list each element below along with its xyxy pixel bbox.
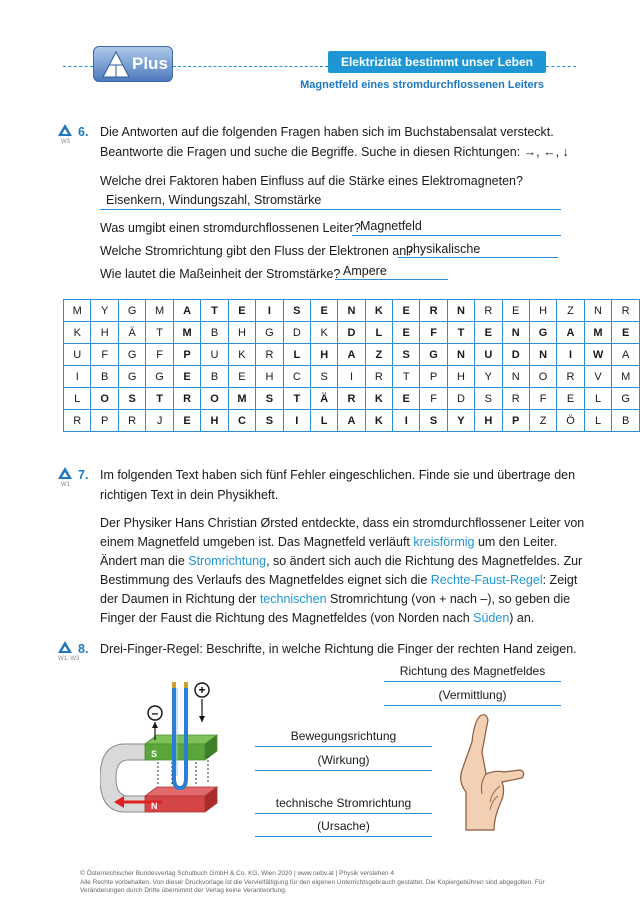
header-rule-right [546,66,576,67]
grid-cell[interactable]: U [64,344,91,366]
grid-cell[interactable]: P [173,344,200,366]
grid-cell[interactable]: I [256,300,283,322]
grid-cell[interactable]: R [420,300,447,322]
footer-rights: Alle Rechte vorbehalten. Von dieser Druckvorlage ist die Vervielfältigung für den eigenen Unterrichtsgebrauch gestattet. Die Kopiergebühren sind abgegolten. Für [80,879,545,886]
grid-cell[interactable]: S [283,300,310,322]
grid-cell[interactable]: A [612,344,640,366]
grid-cell[interactable]: W [584,344,612,366]
logo-text: Plus [132,54,168,73]
grid-cell[interactable]: U [201,344,228,366]
grid-cell[interactable]: G [146,366,173,388]
grid-cell[interactable]: S [256,388,283,410]
grid-cell[interactable]: A [338,410,365,432]
grid-cell[interactable]: N [447,344,474,366]
task8-level: W1, W3 [58,656,80,662]
grid-cell[interactable]: I [557,344,584,366]
grid-cell[interactable]: G [118,300,145,322]
footer-liability: Veränderungen durch Dritte übernimmt der Verlag keine Verantwortung. [80,887,287,894]
plus-logo [93,46,173,82]
grid-cell[interactable]: L [365,322,392,344]
grid-cell[interactable]: H [256,366,283,388]
grid-cell[interactable]: G [118,366,145,388]
correction-highlight: technischen [259,592,327,606]
question-3: Welche Stromrichtung gibt den Fluss der Elektronen an? [100,244,414,258]
answer-1[interactable]: Eisenkern, Windungszahl, Stromstärke [106,193,322,207]
grid-cell[interactable]: E [475,322,502,344]
grid-cell[interactable]: D [338,322,365,344]
grid-cell[interactable]: P [502,410,529,432]
grid-cell[interactable]: O [91,388,118,410]
plus-terminal-icon: + [198,683,206,697]
grid-cell[interactable]: Ä [310,388,337,410]
grid-cell[interactable]: B [612,410,640,432]
grid-cell[interactable]: V [584,366,612,388]
grid-cell[interactable]: P [91,410,118,432]
grid-cell[interactable]: T [201,300,228,322]
grid-cell[interactable]: A [173,300,200,322]
label-magnetic-field: Richtung des Magnetfeldes [399,664,546,678]
grid-cell[interactable]: R [173,388,200,410]
question-4: Wie lautet die Maßeinheit der Stromstärke? [100,267,341,281]
answer-4[interactable]: Ampere [343,264,387,278]
grid-cell[interactable]: N [338,300,365,322]
grid-cell[interactable]: S [475,388,502,410]
grid-cell[interactable]: T [393,366,420,388]
label-motion: Bewegungsrichtung [290,729,397,743]
grid-cell[interactable]: T [283,388,310,410]
grid-cell[interactable]: R [557,366,584,388]
text-line-2: einem Magnetfeld umgeben ist. Das Magnetfeld verläuft kreisförmig um den Leiter. [100,535,558,549]
grid-cell[interactable]: R [475,300,502,322]
text-line-5: der Daumen in Richtung der technischen Stromrichtung (von + nach –), so geben die [100,592,571,606]
grid-cell[interactable]: M [612,366,640,388]
label-magnetic-field-role: (Vermittlung) [438,688,507,702]
grid-cell[interactable]: L [584,410,612,432]
label-line [255,813,432,814]
grid-cell[interactable]: G [612,388,640,410]
grid-cell[interactable]: S [310,366,337,388]
grid-cell[interactable]: O [529,366,556,388]
grid-cell[interactable]: M [228,388,255,410]
header-rule-mid [173,66,328,67]
grid-cell[interactable]: G [420,344,447,366]
chapter-title: Elektrizität bestimmt unser Leben [328,51,546,73]
correction-highlight: Stromrichtung [188,554,267,568]
horseshoe-magnet-illustration [100,678,235,838]
grid-cell[interactable]: K [228,344,255,366]
answer-3-line [398,257,558,258]
grid-row [64,322,640,344]
grid-cell[interactable]: R [365,366,392,388]
grid-cell[interactable]: A [338,344,365,366]
grid-cell[interactable]: R [118,410,145,432]
north-pole-label: N [151,801,158,811]
grid-cell[interactable]: S [256,410,283,432]
footer-copyright: © Österreichischer Bundesverlag Schulbuch GmbH & Co. KG, Wien 2020 | www.oebv.at | Physik verstehen 4 [80,870,395,877]
grid-cell[interactable]: K [64,322,91,344]
correction-highlight: kreisförmig [413,535,475,549]
grid-cell[interactable]: R [338,388,365,410]
label-motion-role: (Wirkung) [317,753,370,767]
label-line [384,705,561,706]
grid-cell[interactable]: Y [447,410,474,432]
grid-cell[interactable]: T [146,322,173,344]
grid-cell[interactable]: E [173,410,200,432]
grid-cell[interactable]: N [584,300,612,322]
right-hand-illustration [436,712,526,836]
grid-cell[interactable]: D [283,322,310,344]
task6-intro-1: Die Antworten auf die folgenden Fragen haben sich im Buchstabensalat versteckt. [100,125,554,139]
grid-cell[interactable]: G [256,322,283,344]
grid-cell[interactable]: Ö [557,410,584,432]
grid-cell[interactable]: C [228,410,255,432]
grid-cell[interactable]: I [338,366,365,388]
grid-cell[interactable]: M [64,300,91,322]
label-line [255,770,432,771]
grid-row [64,366,640,388]
grid-cell[interactable]: H [310,344,337,366]
grid-cell[interactable]: D [502,344,529,366]
grid-cell[interactable]: S [420,410,447,432]
grid-row [64,388,640,410]
grid-cell[interactable]: S [118,388,145,410]
grid-cell[interactable]: H [475,410,502,432]
grid-cell[interactable]: D [447,388,474,410]
grid-cell[interactable]: R [256,344,283,366]
grid-cell[interactable]: E [393,322,420,344]
grid-cell[interactable]: C [283,366,310,388]
grid-row [64,344,640,366]
grid-cell[interactable]: F [420,322,447,344]
grid-cell[interactable]: O [201,388,228,410]
grid-cell[interactable]: I [64,366,91,388]
pyramid-icon [102,51,130,79]
grid-cell[interactable]: K [365,410,392,432]
task7-intro-2: richtigen Text in dein Physikheft. [100,488,279,502]
grid-cell[interactable]: P [420,366,447,388]
text-line-6: Finger der Faust die Richtung des Magnetfeldes (von Norden nach Süden) an. [100,611,535,625]
label-line [255,746,432,747]
grid-cell[interactable]: R [64,410,91,432]
page-subtitle: Magnetfeld eines stromdurchflossenen Leiters [300,79,544,91]
grid-cell[interactable]: Y [91,300,118,322]
grid-cell[interactable]: N [502,366,529,388]
grid-cell[interactable]: F [91,344,118,366]
grid-cell[interactable]: A [557,322,584,344]
task7-intro-1: Im folgenden Text haben sich fünf Fehler eingeschlichen. Finde sie und übertrage den [100,468,576,482]
answer-4-line [335,279,448,280]
minus-terminal-icon: – [151,706,159,720]
grid-cell[interactable]: K [365,300,392,322]
grid-cell[interactable]: L [283,344,310,366]
grid-cell[interactable]: R [502,388,529,410]
grid-cell[interactable]: E [557,388,584,410]
grid-cell[interactable]: N [502,322,529,344]
answer-1-line [100,209,561,210]
grid-cell[interactable]: Z [365,344,392,366]
level-triangle-icon [58,467,72,479]
grid-cell[interactable]: H [91,322,118,344]
task6-number: 6. [78,125,89,139]
grid-cell[interactable]: E [393,388,420,410]
letter-grid [63,299,640,432]
answer-2[interactable]: Magnetfeld [360,219,422,233]
task6-intro-2: Beantworte die Fragen und suche die Begriffe. Suche in diesen Richtungen: →, ←, ↓ [100,145,569,159]
level-triangle-icon [58,641,72,653]
grid-cell[interactable]: H [228,322,255,344]
south-pole-label: S [151,749,158,759]
grid-cell[interactable]: B [201,366,228,388]
task6-level: W3 [61,139,70,145]
grid-cell[interactable]: J [146,410,173,432]
grid-cell[interactable]: G [529,322,556,344]
header-rule-left [63,66,93,67]
grid-cell[interactable]: Ä [118,322,145,344]
grid-cell[interactable]: Z [529,410,556,432]
grid-cell[interactable]: F [146,344,173,366]
grid-row [64,410,640,432]
grid-cell[interactable]: Z [557,300,584,322]
grid-cell[interactable]: T [447,322,474,344]
question-2: Was umgibt einen stromdurchflossenen Leiter? [100,221,361,235]
grid-cell[interactable]: L [584,388,612,410]
label-current: technische Stromrichtung [275,796,412,810]
grid-cell[interactable]: K [310,322,337,344]
grid-cell[interactable]: E [173,366,200,388]
grid-cell[interactable]: M [173,322,200,344]
grid-cell[interactable]: E [612,322,640,344]
task7-number: 7. [78,468,89,482]
grid-cell[interactable]: I [283,410,310,432]
level-triangle-icon [58,124,72,136]
grid-cell[interactable]: K [365,388,392,410]
grid-cell[interactable]: R [612,300,640,322]
task8-intro: Drei-Finger-Regel: Beschrifte, in welche Richtung die Finger der rechten Hand zeigen. [100,642,577,656]
grid-cell[interactable]: E [228,300,255,322]
grid-cell[interactable]: E [502,300,529,322]
grid-cell[interactable]: N [529,344,556,366]
grid-row [64,300,640,322]
text-line-4: Bestimmung des Verlaufs des Magnetfeldes eignet sich die Rechte-Faust-Regel: Zeigt [100,573,578,587]
answer-3[interactable]: physikalische [406,242,481,256]
grid-cell[interactable]: H [201,410,228,432]
grid-cell[interactable]: F [420,388,447,410]
grid-cell[interactable]: H [529,300,556,322]
grid-cell[interactable]: Y [475,366,502,388]
grid-cell[interactable]: E [393,300,420,322]
correction-highlight: Süden [473,611,510,625]
text-line-3: Ändert man die Stromrichtung, so ändert sich auch die Richtung des Magnetfeldes. Zur [100,554,583,568]
grid-cell[interactable]: M [146,300,173,322]
grid-cell[interactable]: L [310,410,337,432]
question-1: Welche drei Faktoren haben Einfluss auf die Stärke eines Elektromagneten? [100,174,523,188]
grid-cell[interactable]: E [228,366,255,388]
grid-cell[interactable]: U [475,344,502,366]
answer-2-line [352,235,561,236]
label-current-role: (Ursache) [317,819,370,833]
correction-highlight: Rechte-Faust-Regel [430,573,543,587]
grid-cell[interactable]: B [201,322,228,344]
label-line [384,681,561,682]
grid-cell[interactable]: L [64,388,91,410]
grid-cell[interactable]: I [393,410,420,432]
grid-cell[interactable]: H [447,366,474,388]
grid-cell[interactable]: M [584,322,612,344]
grid-cell[interactable]: T [146,388,173,410]
task8-number: 8. [78,642,89,656]
grid-cell[interactable]: B [91,366,118,388]
grid-cell[interactable]: E [310,300,337,322]
text-line-1: Der Physiker Hans Christian Ørsted entdeckte, dass ein stromdurchflossener Leiter von [100,516,585,530]
grid-cell[interactable]: S [393,344,420,366]
label-line [255,836,432,837]
task7-level: W1 [61,482,70,488]
grid-cell[interactable]: N [447,300,474,322]
grid-cell[interactable]: G [118,344,145,366]
grid-cell[interactable]: F [529,388,556,410]
